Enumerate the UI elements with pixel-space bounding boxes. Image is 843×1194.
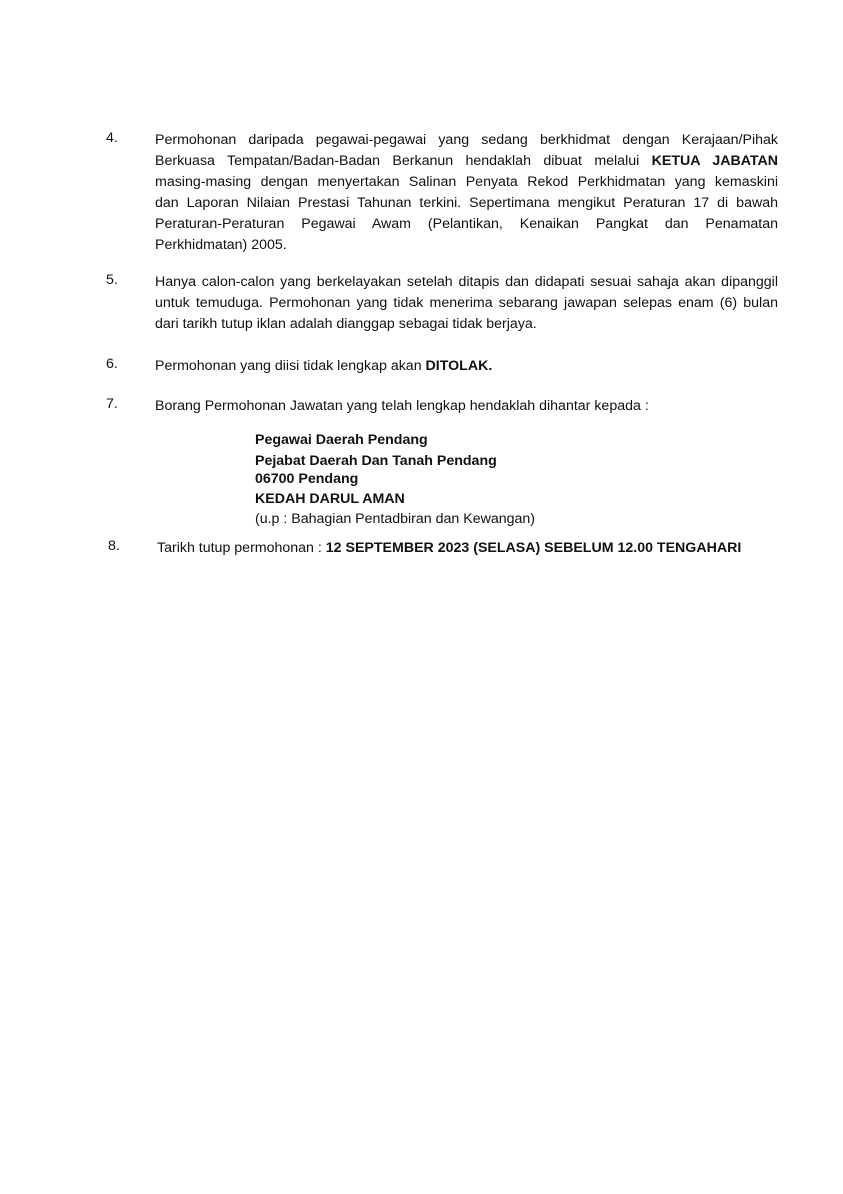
paragraph-line: Perkhidmatan) 2005. <box>155 237 287 253</box>
paragraph-line: masing-masing dengan menyertakan Salinan Penyata Rekod Perkhidmatan yang kemaskini <box>155 174 778 190</box>
closing-date: 12 SEPTEMBER 2023 (SELASA) SEBELUM 12.00 TENGAHARI <box>325 540 742 556</box>
item-number: 5. <box>106 272 118 288</box>
address-line: Pegawai Daerah Pendang <box>255 432 428 448</box>
paragraph-line: Permohonan daripada pegawai-pegawai yang sedang berkhidmat dengan Kerajaan/Pihak <box>155 132 778 148</box>
address-line: (u.p : Bahagian Pentadbiran dan Kewangan) <box>255 511 536 527</box>
address-line: Pejabat Daerah Dan Tanah Pendang <box>255 453 497 469</box>
item-number: 8. <box>108 538 120 554</box>
text: Permohonan yang diisi tidak lengkap akan <box>155 358 426 374</box>
paragraph-line: Peraturan-Peraturan Pegawai Awam (Pelantikan, Kenaikan Pangkat dan Penamatan <box>155 216 778 232</box>
paragraph-line: untuk temuduga. Permohonan yang tidak menerima sebarang jawapan selepas enam (6) bulan <box>155 295 778 311</box>
item-number: 7. <box>106 396 118 412</box>
paragraph-line <box>155 356 778 377</box>
text: Tarikh tutup permohonan : <box>157 540 326 556</box>
paragraph-line <box>157 538 797 559</box>
paragraph-line: Borang Permohonan Jawatan yang telah lengkap hendaklah dihantar kepada : <box>155 398 649 414</box>
bold-text: DITOLAK. <box>425 358 493 374</box>
address-line: 06700 Pendang <box>255 471 359 487</box>
paragraph-line: dari tarikh tutup iklan adalah dianggap sebagai tidak berjaya. <box>155 316 537 332</box>
bold-text: KETUA JABATAN <box>651 153 778 169</box>
item-number: 6. <box>106 356 118 372</box>
paragraph-line <box>155 151 778 172</box>
paragraph-line: Hanya calon-calon yang berkelayakan setelah ditapis dan didapati sesuai sahaja akan dipanggil <box>155 274 778 290</box>
text: Berkuasa Tempatan/Badan-Badan Berkanun hendaklah dibuat melalui <box>155 153 652 169</box>
paragraph-line: dan Laporan Nilaian Prestasi Tahunan terkini. Sepertimana mengikut Peraturan 17 di bawah <box>155 195 778 211</box>
address-line: KEDAH DARUL AMAN <box>255 491 405 507</box>
item-number: 4. <box>106 130 118 146</box>
